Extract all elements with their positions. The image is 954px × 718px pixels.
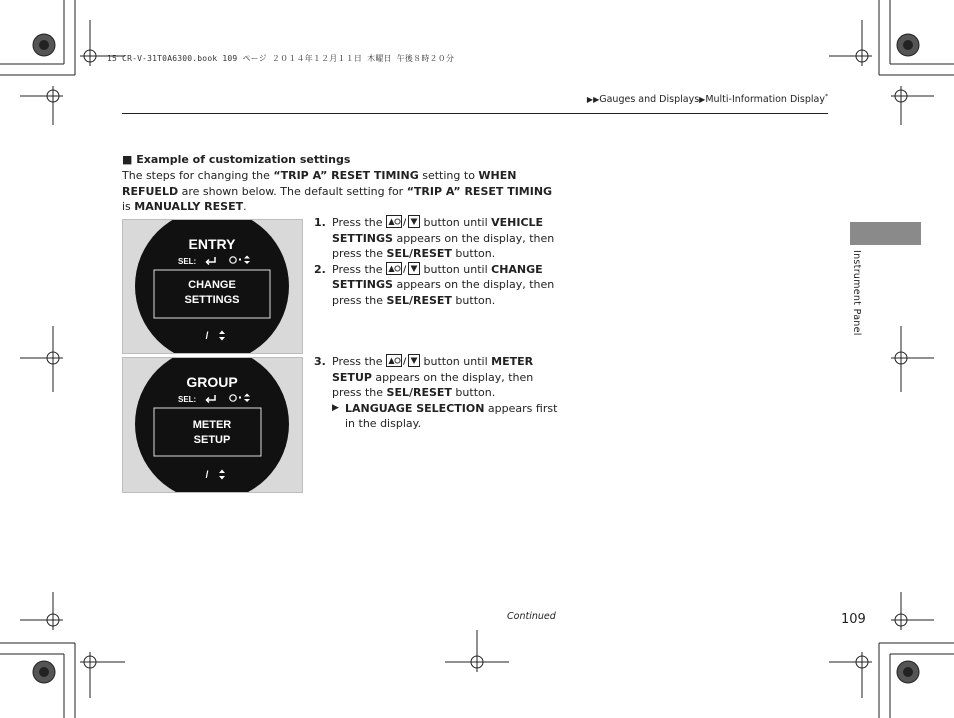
display-footer: / — [205, 331, 209, 342]
breadcrumb-separator: ▶ — [699, 95, 706, 105]
intro-bold: MANUALLY RESET — [134, 200, 244, 213]
step-bold: VEHICLE SETTINGS — [332, 216, 544, 245]
breadcrumb-section[interactable]: Gauges and Displays — [599, 94, 700, 106]
step-text: appears first in the display. — [345, 401, 558, 430]
step-bold: SEL/RESET — [386, 247, 452, 260]
step-text: button. — [451, 247, 496, 260]
side-label — [846, 250, 866, 340]
step-text: Press the — [332, 355, 386, 368]
intro-bold: WHEN REFUELD — [122, 169, 517, 198]
info-up-down-button-icon — [386, 215, 420, 228]
svg-text:/: / — [403, 357, 407, 367]
step-text: Press the — [332, 216, 386, 229]
continued-label: Continued — [507, 611, 556, 622]
step-2 — [314, 262, 559, 309]
display-title: GROUP — [186, 374, 238, 390]
intro-bold: “TRIP A” RESET TIMING — [273, 169, 419, 182]
steps-list-1 — [314, 215, 559, 308]
intro-text: . — [243, 200, 247, 213]
page-number: 109 — [841, 612, 866, 627]
display-screen-group — [123, 358, 302, 492]
header-rule — [122, 113, 828, 114]
step-bold: METER SETUP — [332, 355, 534, 384]
display-line1: METER — [192, 419, 232, 431]
intro-text: is — [122, 200, 135, 213]
result-arrow-icon: ▶ — [332, 402, 339, 413]
step-text: button until — [420, 262, 492, 276]
side-tab — [850, 222, 921, 245]
display-sel-label: SEL: — [178, 395, 197, 404]
step-text: appears on the display, then press the — [332, 370, 534, 399]
step-number: 3. — [314, 355, 326, 368]
step-number: 2. — [314, 262, 326, 276]
breadcrumb — [587, 93, 828, 105]
step-bold: SEL/RESET — [386, 386, 452, 399]
step-bold: SEL/RESET — [386, 293, 452, 307]
display-image-group — [122, 357, 303, 493]
svg-text:/: / — [403, 264, 407, 275]
step-text: appears on the display, then press the — [332, 278, 555, 307]
step-text: button until — [420, 355, 492, 368]
intro-paragraph — [122, 168, 562, 215]
display-line2: SETUP — [193, 434, 231, 446]
display-line2: SETTINGS — [184, 294, 240, 306]
intro-bold: “TRIP A” RESET TIMING — [406, 184, 553, 198]
info-up-down-button-icon — [386, 354, 420, 367]
steps-list-2 — [314, 354, 559, 432]
display-image-entry — [122, 219, 303, 354]
step-text: button until — [420, 216, 492, 229]
intro-text: The steps for changing the — [122, 169, 274, 182]
step-bold: LANGUAGE SELECTION — [345, 401, 485, 415]
display-footer: / — [205, 470, 209, 481]
intro-text: are shown below. The default setting for — [178, 184, 407, 198]
step-text: appears on the display, then press the — [332, 231, 555, 260]
display-title: ENTRY — [188, 236, 236, 252]
side-label-text: Instrument Panel — [851, 250, 862, 336]
info-up-down-button-icon — [386, 262, 420, 275]
breadcrumb-page[interactable]: Multi-Information Display — [705, 94, 825, 106]
print-info: 15 CR-V-31T0A6300.book 109 ページ ２０１４年１２月１１日 木曜日 午後８時２０分 — [107, 54, 455, 63]
step-text: Press the — [332, 262, 386, 276]
display-screen-entry — [123, 220, 302, 353]
section-title: ■ Example of customization settings — [122, 153, 351, 166]
step-number: 1. — [314, 216, 326, 229]
step-3-result — [332, 401, 559, 432]
step-text: button. — [451, 293, 496, 307]
display-sel-label: SEL: — [178, 257, 197, 266]
svg-text:/: / — [403, 218, 407, 228]
intro-text: setting to — [418, 169, 479, 182]
step-1 — [314, 215, 559, 262]
step-3 — [314, 354, 559, 432]
step-text: button. — [451, 386, 496, 399]
display-line1: CHANGE — [188, 279, 236, 291]
step-bold: CHANGE SETTINGS — [332, 262, 543, 291]
breadcrumb-arrows: ▶▶ — [586, 95, 600, 105]
breadcrumb-mark: * — [825, 93, 828, 100]
